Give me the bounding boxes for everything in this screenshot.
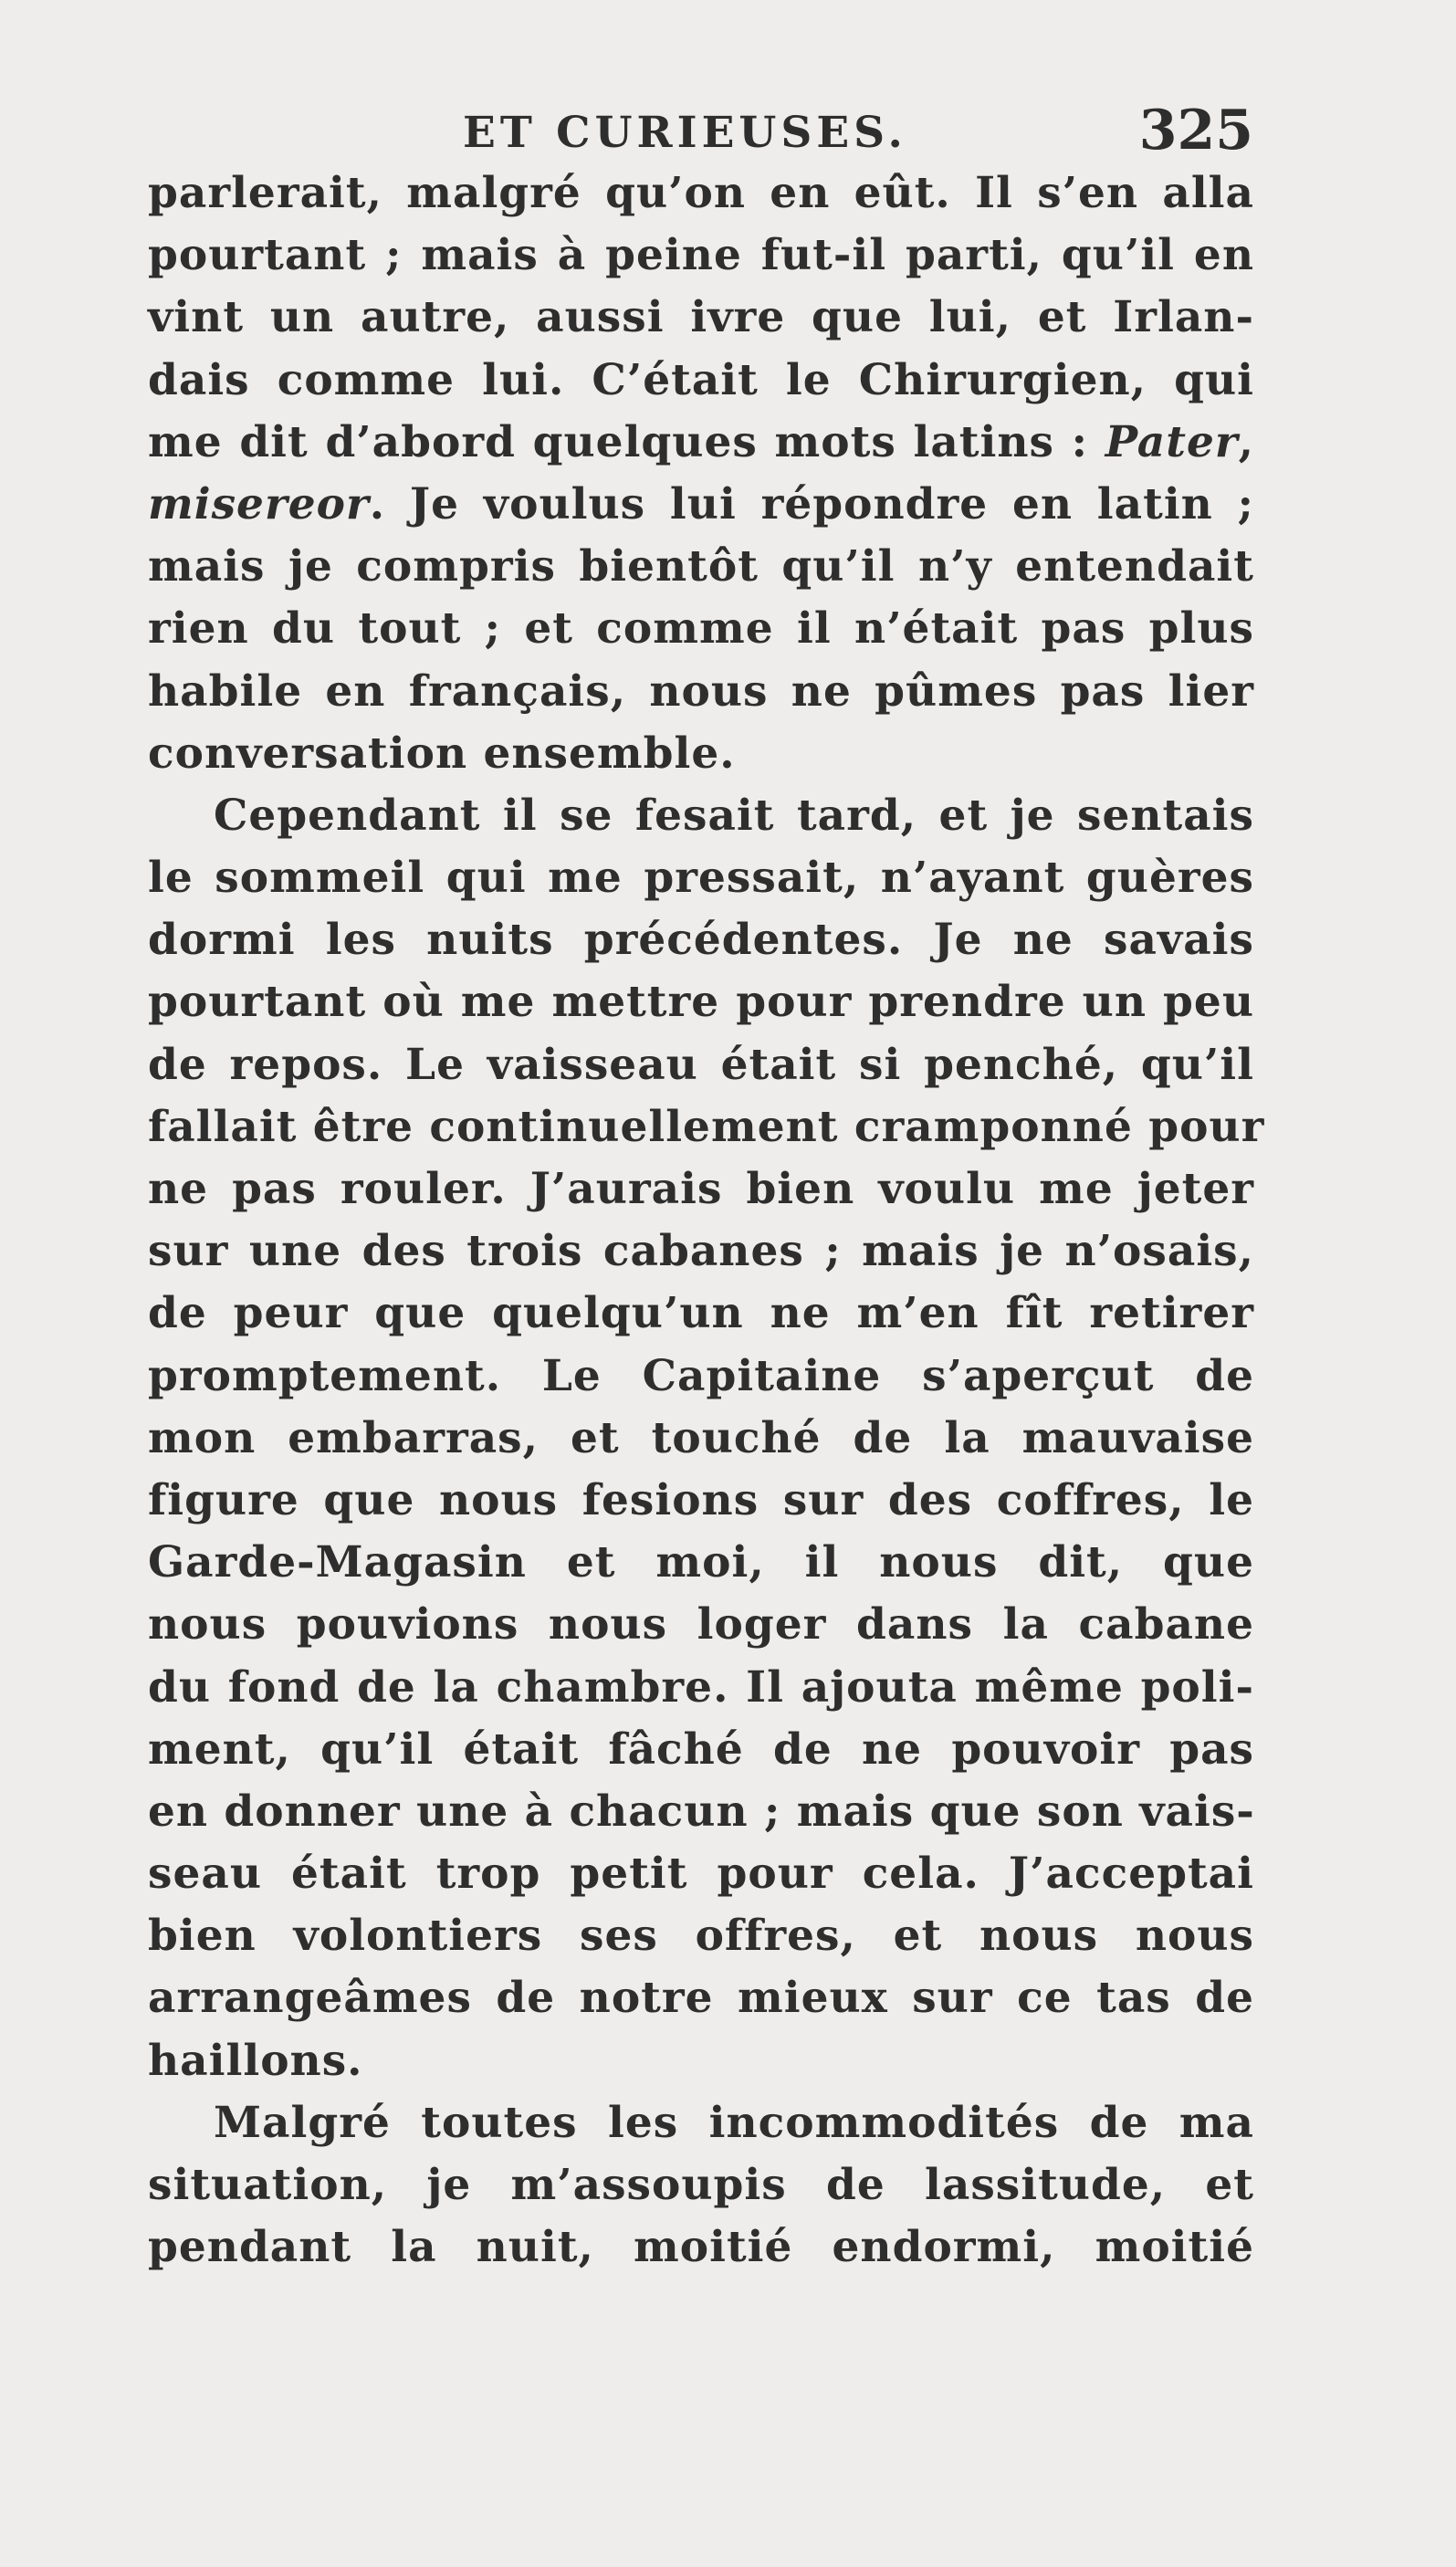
text-line: en donner une à chacun ; mais que son vais-: [148, 1786, 1255, 1837]
text-line: seau était trop petit pour cela. J’acceptai: [148, 1849, 1254, 1900]
latin-word: misereor: [148, 478, 370, 529]
paragraph-start-line: Cependant il se fesait tard, et je sentais: [214, 790, 1254, 841]
text-line: le sommeil qui me pressait, n’ayant guères: [148, 853, 1254, 904]
latin-word: Pater: [1105, 416, 1239, 467]
text-line: parlerait, malgré qu’on en eût. Il s’en alla: [148, 168, 1254, 218]
text-line: fallait être continuellement cramponné pour: [148, 1101, 1265, 1152]
paragraph-end-line: conversation ensemble.: [148, 728, 736, 779]
text-line: rien du tout ; et comme il n’était pas plus: [148, 603, 1254, 655]
text-line: nous pouvions nous loger dans la cabane: [148, 1599, 1254, 1650]
text-line: situation, je m’assoupis de lassitude, et: [148, 2160, 1254, 2210]
running-title: ET CURIEUSES.: [463, 108, 907, 158]
text-line: promptement. Le Capitaine s’aperçut de: [148, 1350, 1254, 1401]
text-line: me dit d’abord quelques mots latins : Pater,: [148, 416, 1254, 467]
paragraph-end-line: haillons.: [148, 2035, 363, 2086]
text-line: de repos. Le vaisseau était si penché, qu’il: [148, 1039, 1254, 1090]
text-line: dormi les nuits précédentes. Je ne savais: [148, 915, 1254, 966]
text-line: habile en français, nous ne pûmes pas lier: [148, 665, 1254, 717]
text-line: arrangeâmes de notre mieux sur ce tas de: [148, 1973, 1254, 2024]
text-line: dais comme lui. C’était le Chirurgien, qui: [148, 354, 1254, 405]
page-number: 325: [1138, 99, 1253, 162]
text-line: ment, qu’il était fâché de ne pouvoir pas: [148, 1724, 1254, 1775]
text-line: du fond de la chambre. Il ajouta même poli-: [148, 1661, 1254, 1713]
text-line: pourtant où me mettre pour prendre un peu: [148, 977, 1254, 1028]
text-line: mon embarras, et touché de la mauvaise: [148, 1412, 1254, 1463]
text-line: mais je compris bientôt qu’il n’y entendait: [148, 541, 1254, 592]
text-line: bien volontiers ses offres, et nous nous: [148, 1911, 1254, 1962]
text-line: figure que nous fesions sur des coffres, le: [148, 1474, 1254, 1525]
text-line: sur une des trois cabanes ; mais je n’osais,: [148, 1226, 1254, 1277]
text-line: pendant la nuit, moitié endormi, moitié: [148, 2222, 1254, 2273]
text-line: vint un autre, aussi ivre que lui, et Irlan-: [148, 292, 1254, 343]
paragraph-start-line: Malgré toutes les incommodités de ma: [214, 2097, 1254, 2148]
body-text: [148, 162, 1265, 2279]
text-line: Garde-Magasin et moi, il nous dit, que: [148, 1537, 1254, 1588]
text-line: de peur que quelqu’un ne m’en fît retirer: [148, 1288, 1254, 1339]
text-line: ne pas rouler. J’aurais bien voulu me jeter: [148, 1164, 1254, 1214]
text-line: misereor. Je voulus lui répondre en latin ;: [148, 478, 1254, 529]
text-line: pourtant ; mais à peine fut-il parti, qu’il en: [148, 230, 1254, 281]
